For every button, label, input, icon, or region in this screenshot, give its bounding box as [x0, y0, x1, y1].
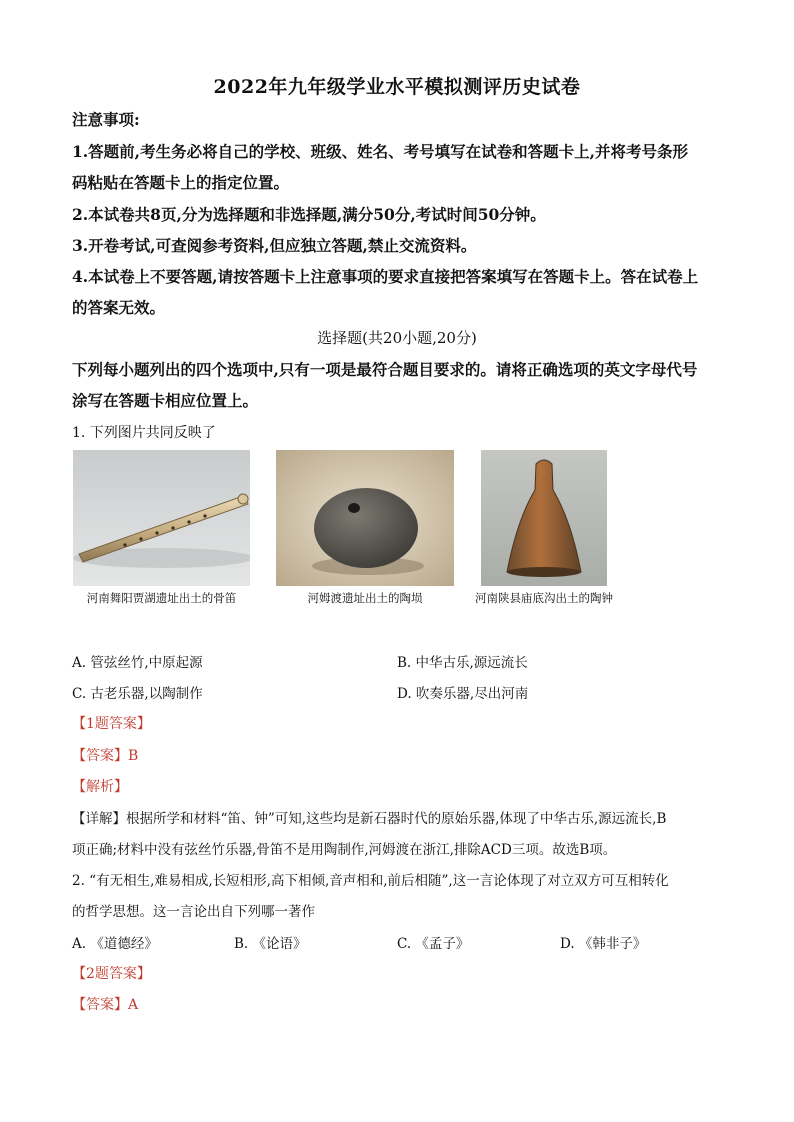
question-2-stem-cont: 的哲学思想。这一言论出自下列哪一著作	[72, 904, 315, 920]
notice-item-3: 3.开卷考试,可查阅参考资料,但应独立答题,禁止交流资料。	[72, 236, 477, 255]
notice-item-1-cont: 码粘贴在答题卡上的指定位置。	[72, 173, 290, 192]
question-2-stem: 2. “有无相生,难易相成,长短相形,高下相倾,音声相和,前后相随”,这一言论体现了对立双方可互相转化	[72, 873, 669, 889]
q2-answer	[72, 994, 138, 1014]
notice-item-1: 1.答题前,考生务必将自己的学校、班级、姓名、考号填写在试卷和答题卡上,并将考号条形	[72, 142, 688, 161]
q2-option-a: A. 《道德经》	[72, 936, 158, 952]
photo-caption-pottery-bell: 河南陕县庙底沟出土的陶钟	[475, 591, 613, 605]
photo-caption-pottery-xun: 河姆渡遗址出土的陶埙	[307, 591, 423, 605]
photo-caption-bone-flute: 河南舞阳贾湖遗址出土的骨笛	[86, 591, 237, 605]
page-title: 2022年九年级学业水平模拟测评历史试卷	[213, 76, 581, 98]
notice-item-4-cont: 的答案无效。	[72, 298, 166, 317]
section-instruction-cont: 涂写在答题卡相应位置上。	[72, 391, 259, 410]
bone-flute-photo	[73, 450, 250, 586]
q2-option-b: B. 《论语》	[234, 936, 307, 952]
section-title: 选择题(共20小题,20分)	[317, 329, 477, 347]
pottery-bell-photo	[481, 450, 607, 586]
q1-analysis-label: 【解析】	[72, 779, 128, 795]
q1-answer-tag: 【1题答案】	[72, 716, 151, 732]
q2-answer-label: 【答案】A	[72, 997, 139, 1013]
q2-option-d: D. 《韩非子》	[560, 936, 647, 952]
pottery-xun-photo	[276, 450, 454, 586]
q1-answer	[72, 745, 138, 765]
q1-detail-line-2: 项正确;材料中没有弦丝竹乐器,骨笛不是用陶制作,河姆渡在浙江,排除ACD三项。故选B项。	[72, 842, 617, 858]
q1-option-d: D. 吹奏乐器,尽出河南	[397, 686, 529, 702]
q1-option-c: C. 古老乐器,以陶制作	[72, 686, 203, 702]
q1-detail-line-1: 【详解】根据所学和材料“笛、钟”可知,这些均是新石器时代的原始乐器,体现了中华古乐,源远流长,B	[72, 811, 667, 827]
notice-item-2: 2.本试卷共8页,分为选择题和非选择题,满分50分,考试时间50分钟。	[72, 205, 546, 224]
notice-heading: 注意事项:	[72, 110, 140, 129]
q2-option-c: C. 《孟子》	[397, 936, 470, 952]
question-1-stem: 1. 下列图片共同反映了	[72, 425, 216, 441]
q1-option-a: A. 管弦丝竹,中原起源	[72, 655, 203, 671]
notice-item-4: 4.本试卷上不要答题,请按答题卡上注意事项的要求直接把答案填写在答题卡上。答在试卷上	[72, 267, 699, 286]
q1-option-b: B. 中华古乐,源远流长	[397, 655, 528, 671]
section-instruction: 下列每小题列出的四个选项中,只有一项是最符合题目要求的。请将正确选项的英文字母代号	[72, 360, 698, 379]
q1-answer-label: 【答案】B	[72, 748, 139, 764]
q2-answer-tag: 【2题答案】	[72, 966, 151, 982]
